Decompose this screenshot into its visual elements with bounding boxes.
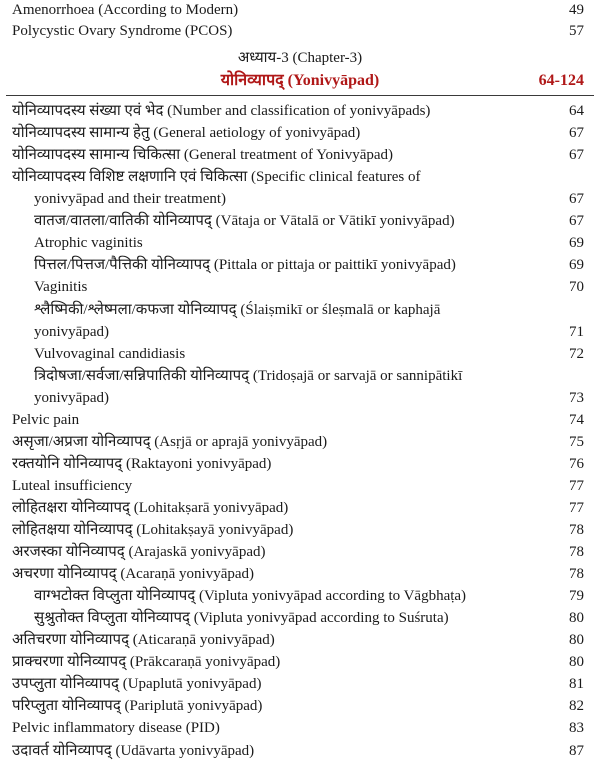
entry-title: Amenorrhoea (According to Modern) — [12, 2, 239, 18]
entry-title: लोहितक्षरा योनिव्यापद् (Lohitakṣarā yonivyāpad) — [12, 499, 289, 516]
entry-page-number: 67 — [569, 213, 584, 230]
toc-entry — [0, 366, 600, 386]
entry-title: Vulvovaginal candidiasis — [34, 345, 186, 362]
entry-page-number: 78 — [569, 522, 584, 538]
entry-page-number: 80 — [569, 632, 584, 649]
toc-entry — [0, 101, 600, 121]
toc-entry — [0, 718, 600, 738]
toc-entry — [0, 432, 600, 452]
toc-entry — [0, 476, 600, 496]
toc-entry — [0, 542, 600, 562]
entry-title: Luteal insufficiency — [12, 477, 133, 494]
entry-title: लोहितक्षया योनिव्यापद् (Lohitakṣayā yonivyāpad) — [12, 522, 294, 538]
toc-entry — [0, 189, 600, 209]
entry-page-number: 82 — [569, 698, 584, 715]
toc-entry — [0, 498, 600, 518]
toc-entry — [0, 233, 600, 253]
toc-entry — [0, 696, 600, 716]
entry-title: वाग्भटोक्त विप्लुता योनिव्यापद् (Vipluta yonivyāpad according to Vāgbhaṭa) — [34, 588, 467, 605]
entry-title: पित्तल/पित्तज/पैत्तिकी योनिव्यापद् (Pittala or pittaja or paittikī yonivyāpad) — [34, 257, 456, 274]
entry-title: त्रिदोषजा/सर्वजा/सन्निपातिकी योनिव्यापद् (Tridoṣajā or sarvajā or sannipātikī — [34, 367, 463, 384]
entry-title: अरजस्का योनिव्यापद् (Arajaskā yonivyāpad) — [12, 544, 266, 560]
toc-entry — [0, 277, 600, 297]
entry-title: उदावर्त योनिव्यापद् (Udāvarta yonivyāpad) — [12, 742, 255, 759]
chapter-label: अध्याय-3 (Chapter-3) — [237, 50, 363, 66]
divider — [6, 95, 594, 96]
toc-entry — [0, 586, 600, 606]
entry-page-number: 77 — [569, 477, 584, 494]
entry-page-number: 49 — [569, 2, 584, 18]
toc-entry — [0, 674, 600, 694]
entry-title: Pelvic pain — [12, 411, 80, 428]
entry-title: श्लैष्मिकी/श्लेष्मला/कफजा योनिव्यापद् (Ślaiṣmikī or śleṣmalā or kaphajā — [34, 301, 441, 318]
entry-page-number: 64 — [569, 103, 584, 119]
entry-title: Polycystic Ovary Syndrome (PCOS) — [12, 23, 233, 39]
entry-page-number: 67 — [569, 125, 584, 141]
toc-entry — [0, 630, 600, 650]
entry-page-number: 83 — [569, 720, 584, 737]
toc-entry — [0, 344, 600, 364]
entry-title: योनिव्यापदस्य विशिष्ट लक्षणानि एवं चिकित्सा (Specific clinical features of — [12, 169, 421, 186]
entry-page-number: 77 — [569, 499, 584, 516]
entry-page-number: 57 — [569, 23, 584, 39]
toc-entry — [0, 388, 600, 408]
toc-entry — [0, 300, 600, 320]
entry-title: अतिचरणा योनिव्यापद् (Aticaraṇā yonivyāpad) — [12, 632, 275, 649]
entry-title: yonivyāpad) — [34, 389, 109, 406]
toc-entry — [0, 322, 600, 342]
toc-entry — [0, 167, 600, 187]
chapter-page-range: 64-124 — [538, 72, 584, 89]
entry-page-number: 79 — [569, 588, 584, 605]
entry-title: yonivyāpad and their treatment) — [34, 191, 227, 208]
entry-page-number: 87 — [569, 742, 584, 759]
entry-title: योनिव्यापदस्य सामान्य चिकित्सा (General treatment of Yonivyāpad) — [12, 147, 394, 164]
toc-entry — [0, 454, 600, 474]
entry-page-number: 67 — [569, 191, 584, 208]
entry-title: उपप्लुता योनिव्यापद् (Upaplutā yonivyāpad) — [12, 676, 262, 693]
entry-page-number: 72 — [569, 345, 584, 362]
chapter-title: योनिव्यापद् (Yonivyāpad) — [220, 72, 380, 89]
entry-title: योनिव्यापदस्य सामान्य हेतु (General aetiology of yonivyāpad) — [12, 125, 361, 141]
entry-page-number: 73 — [569, 389, 584, 406]
entry-page-number: 81 — [569, 676, 584, 693]
toc-entry — [0, 255, 600, 275]
entry-title: रक्तयोनि योनिव्यापद् (Raktayoni yonivyāpad) — [12, 455, 272, 472]
toc-entry — [0, 0, 600, 20]
entry-title: Vaginitis — [34, 279, 88, 296]
toc-entry — [0, 211, 600, 231]
entry-title: Pelvic inflammatory disease (PID) — [12, 720, 220, 737]
chapter-heading — [0, 70, 600, 92]
entry-page-number: 80 — [569, 654, 584, 671]
toc-entry — [0, 21, 600, 41]
toc-entry — [0, 608, 600, 628]
entry-page-number: 70 — [569, 279, 584, 296]
toc-entry — [0, 410, 600, 430]
entry-title: प्राक्चरणा योनिव्यापद् (Prākcaraṇā yonivyāpad) — [12, 654, 281, 671]
toc-entry — [0, 123, 600, 143]
toc-entry — [0, 652, 600, 672]
entry-title: परिप्लुता योनिव्यापद् (Pariplutā yonivyāpad) — [12, 698, 263, 715]
entry-title: असृजा/अप्रजा योनिव्यापद् (Asṛjā or aprajā yonivyāpad) — [12, 433, 328, 450]
entry-page-number: 80 — [569, 610, 584, 627]
entry-page-number: 74 — [569, 411, 584, 428]
entry-page-number: 69 — [569, 235, 584, 252]
entry-title: योनिव्यापदस्य संख्या एवं भेद (Number and classification of yonivyāpads) — [12, 103, 431, 119]
entry-page-number: 76 — [569, 455, 584, 472]
entry-title: yonivyāpad) — [34, 323, 109, 340]
entry-title: अचरणा योनिव्यापद् (Acaraṇā yonivyāpad) — [12, 566, 255, 582]
entry-title: वातज/वातला/वातिकी योनिव्यापद् (Vātaja or Vātalā or Vātikī yonivyāpad) — [34, 213, 455, 230]
entry-page-number: 78 — [569, 566, 584, 582]
entry-page-number: 71 — [569, 323, 584, 340]
toc-entry — [0, 564, 600, 584]
entry-page-number: 69 — [569, 257, 584, 274]
entry-title: सुश्रुतोक्त विप्लुता योनिव्यापद् (Vipluta yonivyāpad according to Suśruta) — [34, 610, 449, 627]
toc-entry — [0, 145, 600, 165]
entry-page-number: 67 — [569, 147, 584, 164]
toc-entry — [0, 520, 600, 540]
entry-page-number: 78 — [569, 544, 584, 560]
entry-page-number: 75 — [569, 433, 584, 450]
entry-title: Atrophic vaginitis — [34, 235, 143, 252]
